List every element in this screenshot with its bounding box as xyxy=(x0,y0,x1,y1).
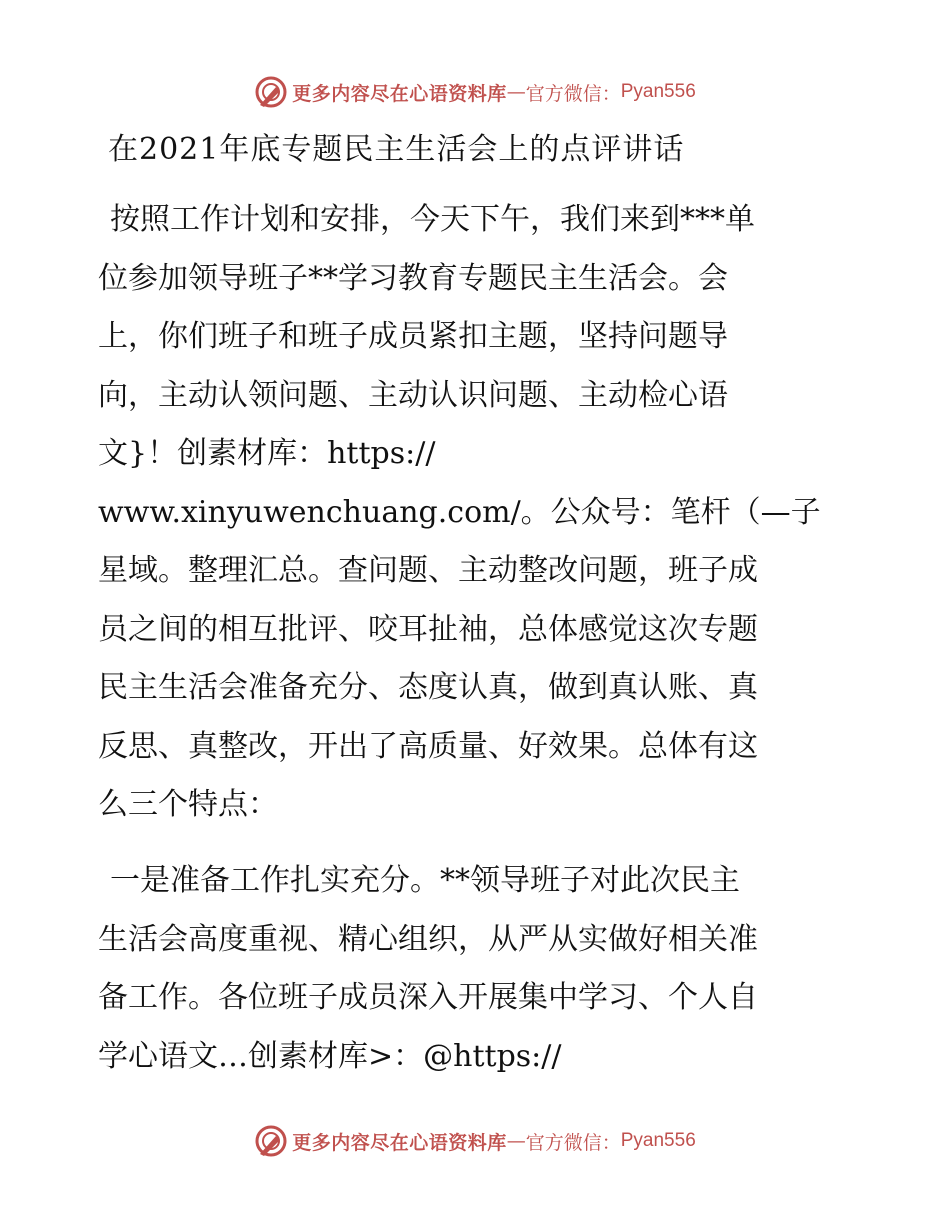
text-line: 员之间的相互批评、咬耳扯袖，总体感觉这次专题 xyxy=(98,611,758,647)
header-watermark-banner xyxy=(0,72,950,112)
footer-watermark-banner xyxy=(0,1121,950,1161)
banner-wechat-label: 官方微信： xyxy=(525,82,621,105)
text-line: www.xinyuwenchuang.com/。公众号：笔杆（—子 xyxy=(98,494,821,530)
text-line: 星域。整理汇总。查问题、主动整改问题，班子成 xyxy=(98,553,758,588)
banner-wechat-id: Pyan556 xyxy=(620,1130,696,1151)
pen-logo-icon xyxy=(254,1124,288,1158)
banner-main-text: 更多内容尽在心语资料库 xyxy=(292,82,507,105)
pen-logo-icon xyxy=(254,75,288,109)
text-line: 位参加领导班子**学习教育专题民主生活会。会 xyxy=(98,260,728,296)
paragraph-intro xyxy=(98,191,858,835)
paragraph-point-one xyxy=(98,852,858,1086)
text-line: 备工作。各位班子成员深入开展集中学习、个人自 xyxy=(98,980,758,1015)
banner-wechat-id: Pyan556 xyxy=(620,81,696,102)
text-line: 反思、真整改，开出了高质量、好效果。总体有这 xyxy=(98,728,758,764)
banner-wechat-label: 官方微信： xyxy=(525,1131,621,1154)
banner-dash: — xyxy=(506,1130,526,1152)
text-line: 生活会高度重视、精心组织，从严从实做好相关准 xyxy=(98,921,758,957)
banner-main-text: 更多内容尽在心语资料库 xyxy=(292,1131,507,1154)
text-line: 按照工作计划和安排，今天下午，我们来到***单 xyxy=(110,202,755,237)
text-line: 民主生活会准备充分、态度认真，做到真认账、真 xyxy=(98,670,758,705)
text-line: 向，主动认领问题、主动认识问题、主动检心语 xyxy=(98,377,728,413)
text-line: 么三个特点： xyxy=(98,787,278,822)
document-title: 在2021年底专题民主生活会上的点评讲话 xyxy=(108,132,685,167)
text-line: 一是准备工作扎实充分。**领导班子对此次民主 xyxy=(110,863,740,898)
text-line: 上，你们班子和班子成员紧扣主题，坚持问题导 xyxy=(98,319,728,354)
banner-dash: — xyxy=(506,81,526,103)
text-line: 学心语文…创素材库>：@https:// xyxy=(98,1038,562,1074)
text-line: 文}！创素材库：https:// xyxy=(98,436,436,471)
